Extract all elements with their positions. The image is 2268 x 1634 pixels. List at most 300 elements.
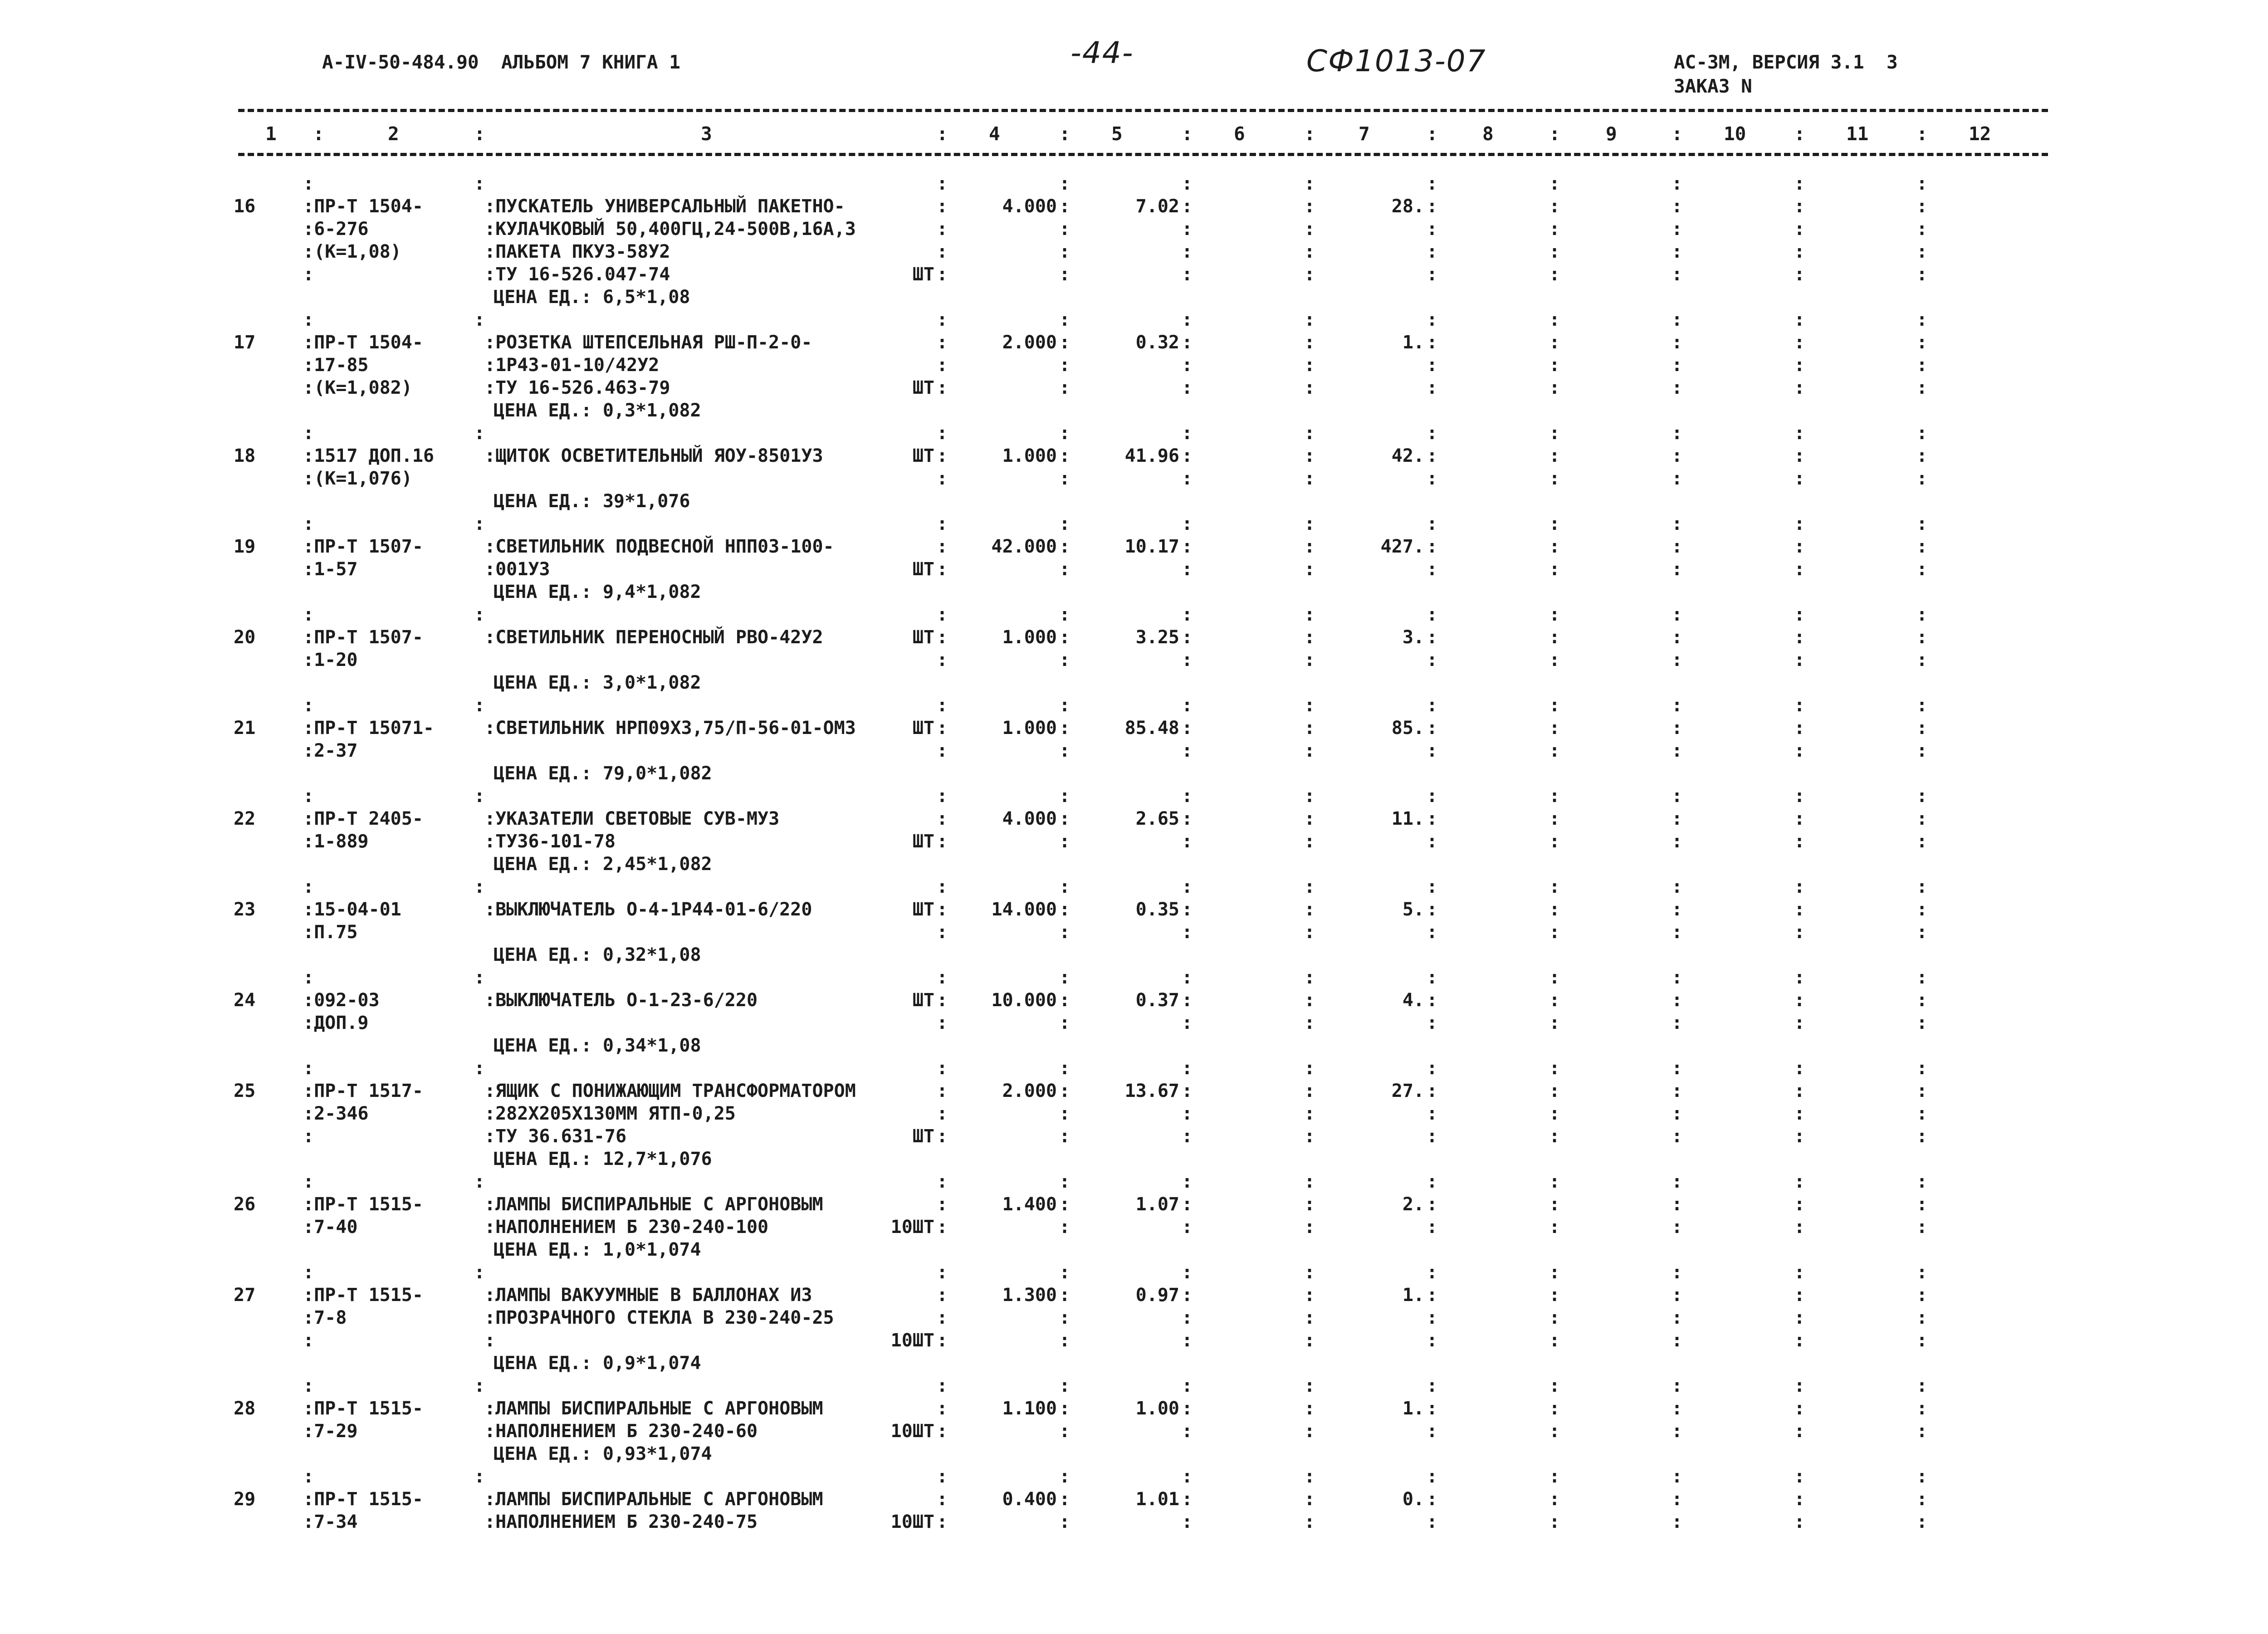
column-separator: : — [1059, 1126, 1070, 1147]
row-leading-colon: : — [1304, 514, 1315, 534]
row-leading-colon: : — [1672, 786, 1683, 807]
column-separator: : — [1304, 627, 1315, 648]
row-unit: ШТ — [912, 445, 934, 466]
column-separator: : — [1672, 1081, 1683, 1101]
column-separator: : — [1916, 219, 1928, 240]
column-separator: : — [937, 1081, 948, 1101]
row-leading-colon: : — [1916, 786, 1928, 807]
column-separator: : — [1059, 922, 1070, 943]
row-quantity: 2.000 — [1002, 1081, 1057, 1101]
row-unit-price: ЦЕНА ЕД.: 0,34*1,08 — [494, 1035, 701, 1056]
column-header: 4 — [989, 123, 1000, 145]
column-separator: : — [1794, 922, 1805, 943]
row-description-line: :ЛАМПЫ БИСПИРАЛЬНЫЕ С АРГОНОВЫМ — [484, 1398, 823, 1419]
row-quantity: 42.000 — [991, 536, 1057, 557]
column-separator: : — [1304, 1307, 1315, 1328]
column-separator: : — [937, 1421, 948, 1442]
column-separator: : — [1916, 990, 1928, 1011]
column-separator: : — [1916, 377, 1928, 398]
column-separator: : — [1549, 1330, 1560, 1351]
row-code-line: :ПР-Т 2405- — [303, 808, 423, 829]
row-leading-colon: : — [1794, 876, 1805, 897]
row-leading-colon: : — [1427, 1262, 1438, 1283]
column-separator: : — [1304, 1421, 1315, 1442]
column-separator: : — [1916, 1421, 1928, 1442]
row-code-line: :ДОП.9 — [303, 1013, 369, 1033]
row-quantity: 1.300 — [1002, 1285, 1057, 1306]
column-separator: : — [1672, 1013, 1683, 1033]
column-separator: : — [1916, 536, 1928, 557]
column-separator: : — [1549, 899, 1560, 920]
column-separator: : — [1427, 241, 1438, 262]
row-unit-price: ЦЕНА ЕД.: 12,7*1,076 — [494, 1149, 712, 1169]
row-unit-cost: 2.65 — [1135, 808, 1179, 829]
column-separator: : — [1427, 1285, 1438, 1306]
column-separator: : — [1427, 264, 1438, 285]
column-separator: : — [937, 332, 948, 353]
row-unit-cost: 85.48 — [1124, 718, 1179, 739]
row-unit-cost: 41.96 — [1124, 445, 1179, 466]
column-separator: : — [1059, 1285, 1070, 1306]
row-leading-colon: : — [474, 967, 485, 988]
column-separator: : — [1304, 377, 1315, 398]
row-leading-colon: : — [1794, 173, 1805, 194]
column-separator: : — [1304, 1285, 1315, 1306]
row-leading-colon: : — [1182, 967, 1193, 988]
row-description-line: :ВЫКЛЮЧАТЕЛЬ О-1-23-6/220 — [484, 990, 758, 1011]
row-leading-colon: : — [1182, 1262, 1193, 1283]
row-code-line: :7-34 — [303, 1512, 358, 1532]
handwritten-code: СФ1013-07 — [1306, 44, 1486, 78]
row-leading-colon: : — [1916, 967, 1928, 988]
column-separator: : — [1549, 377, 1560, 398]
row-leading-colon: : — [1549, 786, 1560, 807]
row-description-line: :КУЛАЧКОВЫЙ 50,400ГЦ,24-500В,16А,3 — [484, 219, 856, 240]
column-separator: : — [1427, 377, 1438, 398]
row-leading-colon: : — [1672, 1375, 1683, 1396]
column-separator: : — [1182, 1398, 1193, 1419]
column-separator: : — [1794, 627, 1805, 648]
column-separator: : — [1059, 1489, 1070, 1510]
column-separator: : — [1182, 650, 1193, 670]
row-code-line: :2-37 — [303, 740, 358, 761]
row-total: 427. — [1380, 536, 1424, 557]
column-separator: : — [937, 718, 948, 739]
column-separator: : — [937, 1512, 948, 1532]
column-separator: : — [1059, 1398, 1070, 1419]
row-leading-colon: : — [1304, 423, 1315, 444]
row-description-line: :ЛАМПЫ ВАКУУМНЫЕ В БАЛЛОНАХ ИЗ — [484, 1285, 812, 1306]
row-code-line: : — [303, 1330, 314, 1351]
row-leading-colon: : — [1182, 423, 1193, 444]
column-separator: : — [1059, 1421, 1070, 1442]
row-leading-colon: : — [1672, 967, 1683, 988]
row-leading-colon: : — [1304, 1466, 1315, 1487]
column-header: 5 — [1111, 123, 1123, 145]
column-separator: : — [1916, 264, 1928, 285]
column-separator: : — [937, 219, 948, 240]
column-separator: : — [937, 1307, 948, 1328]
header-colon-sep: : — [1427, 123, 1438, 145]
row-leading-colon: : — [1182, 1466, 1193, 1487]
column-separator: : — [1549, 1194, 1560, 1215]
row-leading-colon: : — [303, 1058, 314, 1079]
column-separator: : — [1304, 536, 1315, 557]
column-separator: : — [1549, 650, 1560, 670]
row-description-line: :ПУСКАТЕЛЬ УНИВЕРСАЛЬНЫЙ ПАКЕТНО- — [484, 196, 845, 217]
column-separator: : — [1182, 468, 1193, 489]
row-leading-colon: : — [1427, 423, 1438, 444]
header-colon-sep: : — [1182, 123, 1193, 145]
row-leading-colon: : — [1182, 604, 1193, 625]
row-total: 3. — [1402, 627, 1424, 648]
column-separator: : — [937, 445, 948, 466]
column-separator: : — [1672, 377, 1683, 398]
column-separator: : — [1182, 1307, 1193, 1328]
column-separator: : — [1672, 1103, 1683, 1124]
row-code-line: :ПР-Т 1507- — [303, 536, 423, 557]
row-leading-colon: : — [474, 1171, 485, 1192]
row-description-line: :СВЕТИЛЬНИК НРП09Х3,75/П-56-01-ОМ3 — [484, 718, 856, 739]
column-separator: : — [1916, 650, 1928, 670]
column-separator: : — [1672, 196, 1683, 217]
row-quantity: 1.400 — [1002, 1194, 1057, 1215]
row-leading-colon: : — [1427, 1375, 1438, 1396]
column-separator: : — [937, 1217, 948, 1238]
column-header: 6 — [1234, 123, 1245, 145]
column-separator: : — [1549, 1217, 1560, 1238]
row-number: 17 — [234, 332, 256, 353]
row-leading-colon: : — [474, 786, 485, 807]
column-separator: : — [1672, 1217, 1683, 1238]
version-info: АС-3М, ВЕРСИЯ 3.1 3 — [1674, 51, 1898, 73]
column-separator: : — [1304, 196, 1315, 217]
page-number: -44- — [1070, 35, 1134, 70]
column-separator: : — [1427, 922, 1438, 943]
column-separator: : — [1794, 1081, 1805, 1101]
row-total: 0. — [1402, 1489, 1424, 1510]
column-separator: : — [1304, 899, 1315, 920]
row-leading-colon: : — [1549, 1058, 1560, 1079]
row-quantity: 1.000 — [1002, 718, 1057, 739]
row-leading-colon: : — [937, 695, 948, 716]
column-separator: : — [937, 1013, 948, 1033]
column-separator: : — [1549, 1285, 1560, 1306]
column-separator: : — [1549, 1126, 1560, 1147]
column-separator: : — [1794, 990, 1805, 1011]
column-separator: : — [1427, 196, 1438, 217]
column-separator: : — [1304, 559, 1315, 580]
row-code-line: :17-85 — [303, 355, 369, 376]
column-separator: : — [1182, 264, 1193, 285]
row-code-line: :(К=1,082) — [303, 377, 412, 398]
row-code-line: :15-04-01 — [303, 899, 401, 920]
row-leading-colon: : — [1916, 1171, 1928, 1192]
column-separator: : — [1059, 1194, 1070, 1215]
column-separator: : — [1794, 718, 1805, 739]
row-leading-colon: : — [937, 967, 948, 988]
column-separator: : — [1672, 899, 1683, 920]
column-separator: : — [1059, 990, 1070, 1011]
row-leading-colon: : — [937, 1466, 948, 1487]
row-unit: ШТ — [912, 990, 934, 1011]
column-separator: : — [937, 899, 948, 920]
row-code-line: :ПР-Т 1517- — [303, 1081, 423, 1101]
row-number: 24 — [234, 990, 256, 1011]
row-leading-colon: : — [1916, 604, 1928, 625]
column-separator: : — [1182, 377, 1193, 398]
row-code-line: : — [303, 264, 314, 285]
row-leading-colon: : — [1304, 786, 1315, 807]
column-separator: : — [1427, 1330, 1438, 1351]
column-separator: : — [1059, 196, 1070, 217]
row-unit: ШТ — [912, 377, 934, 398]
column-separator: : — [1059, 650, 1070, 670]
column-separator: : — [1794, 740, 1805, 761]
row-unit-cost: 13.67 — [1124, 1081, 1179, 1101]
row-leading-colon: : — [1304, 604, 1315, 625]
column-separator: : — [1916, 627, 1928, 648]
column-separator: : — [1549, 1081, 1560, 1101]
row-leading-colon: : — [1182, 786, 1193, 807]
row-description-line: :НАПОЛНЕНИЕМ Б 230-240-100 — [484, 1217, 769, 1238]
row-unit-price: ЦЕНА ЕД.: 0,3*1,082 — [494, 400, 701, 421]
row-code-line: :ПР-Т 1515- — [303, 1398, 423, 1419]
row-total: 4. — [1402, 990, 1424, 1011]
column-separator: : — [937, 241, 948, 262]
row-description-line: :ТУ 16-526.047-74 — [484, 264, 670, 285]
column-separator: : — [1916, 445, 1928, 466]
column-separator: : — [937, 1126, 948, 1147]
row-code-line: :ПР-Т 1515- — [303, 1194, 423, 1215]
row-leading-colon: : — [1794, 423, 1805, 444]
column-separator: : — [1427, 1398, 1438, 1419]
column-separator: : — [1672, 355, 1683, 376]
row-quantity: 4.000 — [1002, 196, 1057, 217]
row-leading-colon: : — [937, 786, 948, 807]
row-leading-colon: : — [474, 309, 485, 330]
column-separator: : — [1304, 1489, 1315, 1510]
column-separator: : — [1916, 241, 1928, 262]
row-leading-colon: : — [1182, 173, 1193, 194]
row-leading-colon: : — [1059, 967, 1070, 988]
row-leading-colon: : — [937, 173, 948, 194]
column-separator: : — [1059, 377, 1070, 398]
column-separator: : — [937, 627, 948, 648]
column-separator: : — [1916, 468, 1928, 489]
row-number: 21 — [234, 718, 256, 739]
column-separator: : — [1916, 559, 1928, 580]
column-separator: : — [1794, 1421, 1805, 1442]
column-separator: : — [1672, 1330, 1683, 1351]
column-separator: : — [1182, 1126, 1193, 1147]
row-leading-colon: : — [1794, 695, 1805, 716]
row-leading-colon: : — [303, 173, 314, 194]
column-separator: : — [1182, 1194, 1193, 1215]
row-unit-cost: 0.35 — [1135, 899, 1179, 920]
column-separator: : — [1672, 627, 1683, 648]
column-separator: : — [1672, 536, 1683, 557]
column-header: 9 — [1606, 123, 1617, 145]
row-leading-colon: : — [1059, 1171, 1070, 1192]
row-leading-colon: : — [937, 514, 948, 534]
row-leading-colon: : — [1916, 695, 1928, 716]
column-separator: : — [1794, 219, 1805, 240]
column-separator: : — [1916, 1013, 1928, 1033]
row-description-line: :НАПОЛНЕНИЕМ Б 230-240-75 — [484, 1512, 758, 1532]
row-leading-colon: : — [1059, 1058, 1070, 1079]
column-separator: : — [1059, 718, 1070, 739]
column-separator: : — [1549, 445, 1560, 466]
row-leading-colon: : — [474, 423, 485, 444]
header-colon-sep: : — [937, 123, 948, 145]
column-separator: : — [1916, 1217, 1928, 1238]
column-separator: : — [1182, 1512, 1193, 1532]
column-separator: : — [1304, 922, 1315, 943]
row-leading-colon: : — [1549, 695, 1560, 716]
column-separator: : — [1672, 808, 1683, 829]
column-separator: : — [1549, 1013, 1560, 1033]
row-unit-cost: 1.00 — [1135, 1398, 1179, 1419]
row-leading-colon: : — [1672, 1466, 1683, 1487]
column-separator: : — [1549, 332, 1560, 353]
row-leading-colon: : — [1304, 967, 1315, 988]
row-leading-colon: : — [303, 1375, 314, 1396]
row-leading-colon: : — [1427, 967, 1438, 988]
row-leading-colon: : — [1549, 967, 1560, 988]
document-reference: А-IV-50-484.90 АЛЬБОМ 7 КНИГА 1 — [322, 51, 680, 73]
column-separator: : — [1182, 1330, 1193, 1351]
column-separator: : — [1059, 332, 1070, 353]
header-colon-sep: : — [1059, 123, 1070, 145]
column-separator: : — [1059, 740, 1070, 761]
column-separator: : — [1916, 899, 1928, 920]
row-quantity: 14.000 — [991, 899, 1057, 920]
column-separator: : — [1304, 1330, 1315, 1351]
column-header: 11 — [1846, 123, 1869, 145]
column-separator: : — [937, 922, 948, 943]
row-leading-colon: : — [1672, 876, 1683, 897]
row-leading-colon: : — [1916, 173, 1928, 194]
column-separator: : — [1916, 718, 1928, 739]
row-unit: ШТ — [912, 718, 934, 739]
column-separator: : — [1182, 899, 1193, 920]
row-total: 11. — [1391, 808, 1424, 829]
column-separator: : — [1916, 1398, 1928, 1419]
row-total: 1. — [1402, 332, 1424, 353]
column-separator: : — [1672, 468, 1683, 489]
column-separator: : — [1059, 1217, 1070, 1238]
column-separator: : — [1794, 1489, 1805, 1510]
column-separator: : — [1182, 990, 1193, 1011]
row-number: 27 — [234, 1285, 256, 1306]
column-separator: : — [1794, 899, 1805, 920]
row-total: 85. — [1391, 718, 1424, 739]
column-separator: : — [1672, 718, 1683, 739]
row-unit-cost: 7.02 — [1135, 196, 1179, 217]
row-leading-colon: : — [1549, 514, 1560, 534]
row-code-line: :2-346 — [303, 1103, 369, 1124]
row-leading-colon: : — [303, 309, 314, 330]
row-leading-colon: : — [1549, 1375, 1560, 1396]
row-unit: 10ШТ — [890, 1217, 934, 1238]
column-separator: : — [1059, 1013, 1070, 1033]
column-separator: : — [937, 264, 948, 285]
column-separator: : — [1549, 355, 1560, 376]
row-code-line: :ПР-Т 1515- — [303, 1285, 423, 1306]
column-separator: : — [1182, 536, 1193, 557]
row-leading-colon: : — [1794, 309, 1805, 330]
row-code-line: :ПР-Т 1504- — [303, 196, 423, 217]
row-number: 26 — [234, 1194, 256, 1215]
row-number: 19 — [234, 536, 256, 557]
column-header: 3 — [701, 123, 712, 145]
row-leading-colon: : — [1059, 423, 1070, 444]
column-separator: : — [1059, 1081, 1070, 1101]
row-description-line: :ЯЩИК С ПОНИЖАЮЩИМ ТРАНСФОРМАТОРОМ — [484, 1081, 856, 1101]
row-unit-cost: 0.32 — [1135, 332, 1179, 353]
row-number: 16 — [234, 196, 256, 217]
column-separator: : — [1182, 332, 1193, 353]
column-separator: : — [1304, 1194, 1315, 1215]
column-separator: : — [1182, 922, 1193, 943]
column-separator: : — [1059, 241, 1070, 262]
row-leading-colon: : — [1794, 1375, 1805, 1396]
row-quantity: 2.000 — [1002, 332, 1057, 353]
column-separator: : — [1672, 559, 1683, 580]
row-leading-colon: : — [1916, 423, 1928, 444]
column-separator: : — [1672, 1126, 1683, 1147]
column-separator: : — [1304, 1081, 1315, 1101]
column-separator: : — [1182, 241, 1193, 262]
column-separator: : — [1427, 536, 1438, 557]
row-unit: ШТ — [912, 1126, 934, 1147]
column-separator: : — [1427, 445, 1438, 466]
row-leading-colon: : — [1059, 695, 1070, 716]
column-separator: : — [1304, 264, 1315, 285]
column-separator: : — [1304, 1103, 1315, 1124]
column-separator: : — [1916, 1194, 1928, 1215]
header-rule — [238, 153, 2048, 156]
row-unit: ШТ — [912, 831, 934, 852]
column-header: 1 — [265, 123, 277, 145]
row-leading-colon: : — [474, 604, 485, 625]
row-unit-price: ЦЕНА ЕД.: 79,0*1,082 — [494, 763, 712, 784]
row-quantity: 1.000 — [1002, 445, 1057, 466]
column-separator: : — [1059, 355, 1070, 376]
column-separator: : — [1427, 650, 1438, 670]
row-description-line: :ВЫКЛЮЧАТЕЛЬ О-4-1Р44-01-6/220 — [484, 899, 812, 920]
column-separator: : — [1794, 1013, 1805, 1033]
row-code-line: :ПР-Т 1504- — [303, 332, 423, 353]
column-separator: : — [1549, 536, 1560, 557]
row-leading-colon: : — [1182, 514, 1193, 534]
row-leading-colon: : — [1549, 1466, 1560, 1487]
column-separator: : — [1059, 264, 1070, 285]
row-leading-colon: : — [1794, 1262, 1805, 1283]
row-leading-colon: : — [1304, 173, 1315, 194]
row-leading-colon: : — [1304, 1375, 1315, 1396]
column-separator: : — [1182, 1489, 1193, 1510]
column-separator: : — [1059, 1307, 1070, 1328]
row-leading-colon: : — [937, 1375, 948, 1396]
column-separator: : — [1794, 650, 1805, 670]
column-separator: : — [1549, 1307, 1560, 1328]
column-separator: : — [1304, 831, 1315, 852]
column-separator: : — [1427, 468, 1438, 489]
row-description-line: :СВЕТИЛЬНИК ПЕРЕНОСНЫЙ РВО-42У2 — [484, 627, 823, 648]
row-leading-colon: : — [303, 514, 314, 534]
